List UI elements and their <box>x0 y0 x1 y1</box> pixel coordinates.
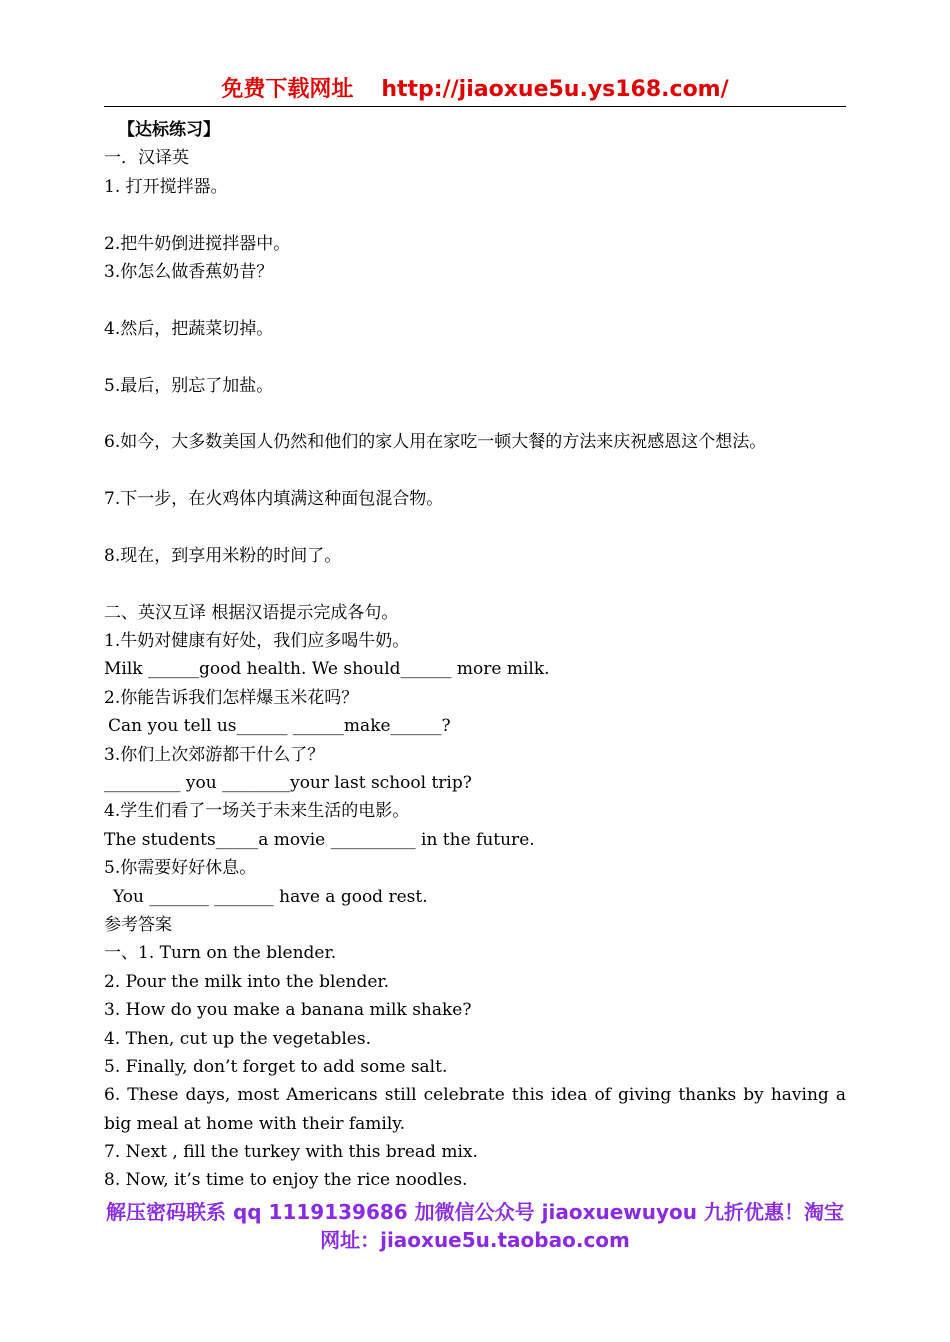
section1-item-8: 8.现在，到享用米粉的时间了。 <box>104 545 342 566</box>
section2-item-5-en: You _______ _______ have a good rest. <box>113 886 428 907</box>
exercise-title: 【达标练习】 <box>118 120 220 140</box>
section1-item-5: 5.最后，别忘了加盐。 <box>104 375 274 396</box>
section2-item-3-en: _________ you ________your last school trip? <box>104 772 472 793</box>
section2-item-1-zh: 1.牛奶对健康有好处，我们应多喝牛奶。 <box>104 631 410 652</box>
header-label: 免费下载网址 <box>221 77 354 102</box>
section2-item-3-zh: 3.你们上次郊游都干什么了？ <box>104 744 325 765</box>
section2-item-2-zh: 2.你能告诉我们怎样爆玉米花吗？ <box>104 687 359 708</box>
section2-item-1-en: Milk ______good health. We should______ more milk. <box>104 659 550 680</box>
section2-item-5-zh: 5.你需要好好休息。 <box>104 858 257 879</box>
section1-item-7: 7.下一步，在火鸡体内填满这种面包混合物。 <box>104 489 444 510</box>
section2-item-4-zh: 4.学生们看了一场关于未来生活的电影。 <box>104 801 410 822</box>
section2-item-4-en: The students_____a movie __________ in the future. <box>104 829 535 850</box>
answer-item-1: 一、1. Turn on the blender. <box>104 943 337 964</box>
section2-item-2-en: Can you tell us______ ______make______? <box>108 716 451 737</box>
section1-item-3: 3.你怎么做香蕉奶昔？ <box>104 261 274 282</box>
answer-item-3: 3. How do you make a banana milk shake? <box>104 1000 472 1021</box>
answer-item-4: 4. Then, cut up the vegetables. <box>104 1028 371 1049</box>
header-url-link[interactable]: http://jiaoxue5u.ys168.com/ <box>381 77 729 102</box>
answer-item-2: 2. Pour the milk into the blender. <box>104 971 390 992</box>
answer-space <box>104 457 846 485</box>
section1-item-6: 6.如今，大多数美国人仍然和他们的家人用在家吃一顿大餐的方法来庆祝感恩这个想法。 <box>104 432 767 453</box>
answer-space <box>104 286 846 314</box>
answer-item-5: 5. Finally, don’t forget to add some salt. <box>104 1056 448 1077</box>
section2-heading: 二、英汉互译 根据汉语提示完成各句。 <box>104 602 399 623</box>
answer-space <box>104 201 846 229</box>
section1-item-1: 1. 打开搅拌器。 <box>104 176 228 197</box>
page-footer: 解压密码联系 qq 1119139686 加微信公众号 jiaoxuewuyou 九折优惠！淘宝网址：jiaoxue5u.taobao.com <box>106 1200 844 1252</box>
answer-space <box>104 513 846 541</box>
answer-item-7: 7. Next , fill the turkey with this bread mix. <box>104 1142 478 1163</box>
section1-item-4: 4.然后，把蔬菜切掉。 <box>104 318 274 339</box>
page-header <box>104 76 846 107</box>
answer-item-8: 8. Now, it’s time to enjoy the rice noodles. <box>104 1170 468 1191</box>
answer-space <box>104 570 846 598</box>
section1-heading: 一．汉译英 <box>104 148 189 169</box>
answers-heading: 参考答案 <box>104 914 172 935</box>
answer-space <box>104 343 846 371</box>
answer-space <box>104 400 846 428</box>
document-body <box>104 116 846 1195</box>
answer-item-6: 6. These days, most Americans still celebrate this idea of giving thanks by having a big meal at home with their family. <box>104 1085 846 1134</box>
section1-item-2: 2.把牛奶倒进搅拌器中。 <box>104 233 291 254</box>
